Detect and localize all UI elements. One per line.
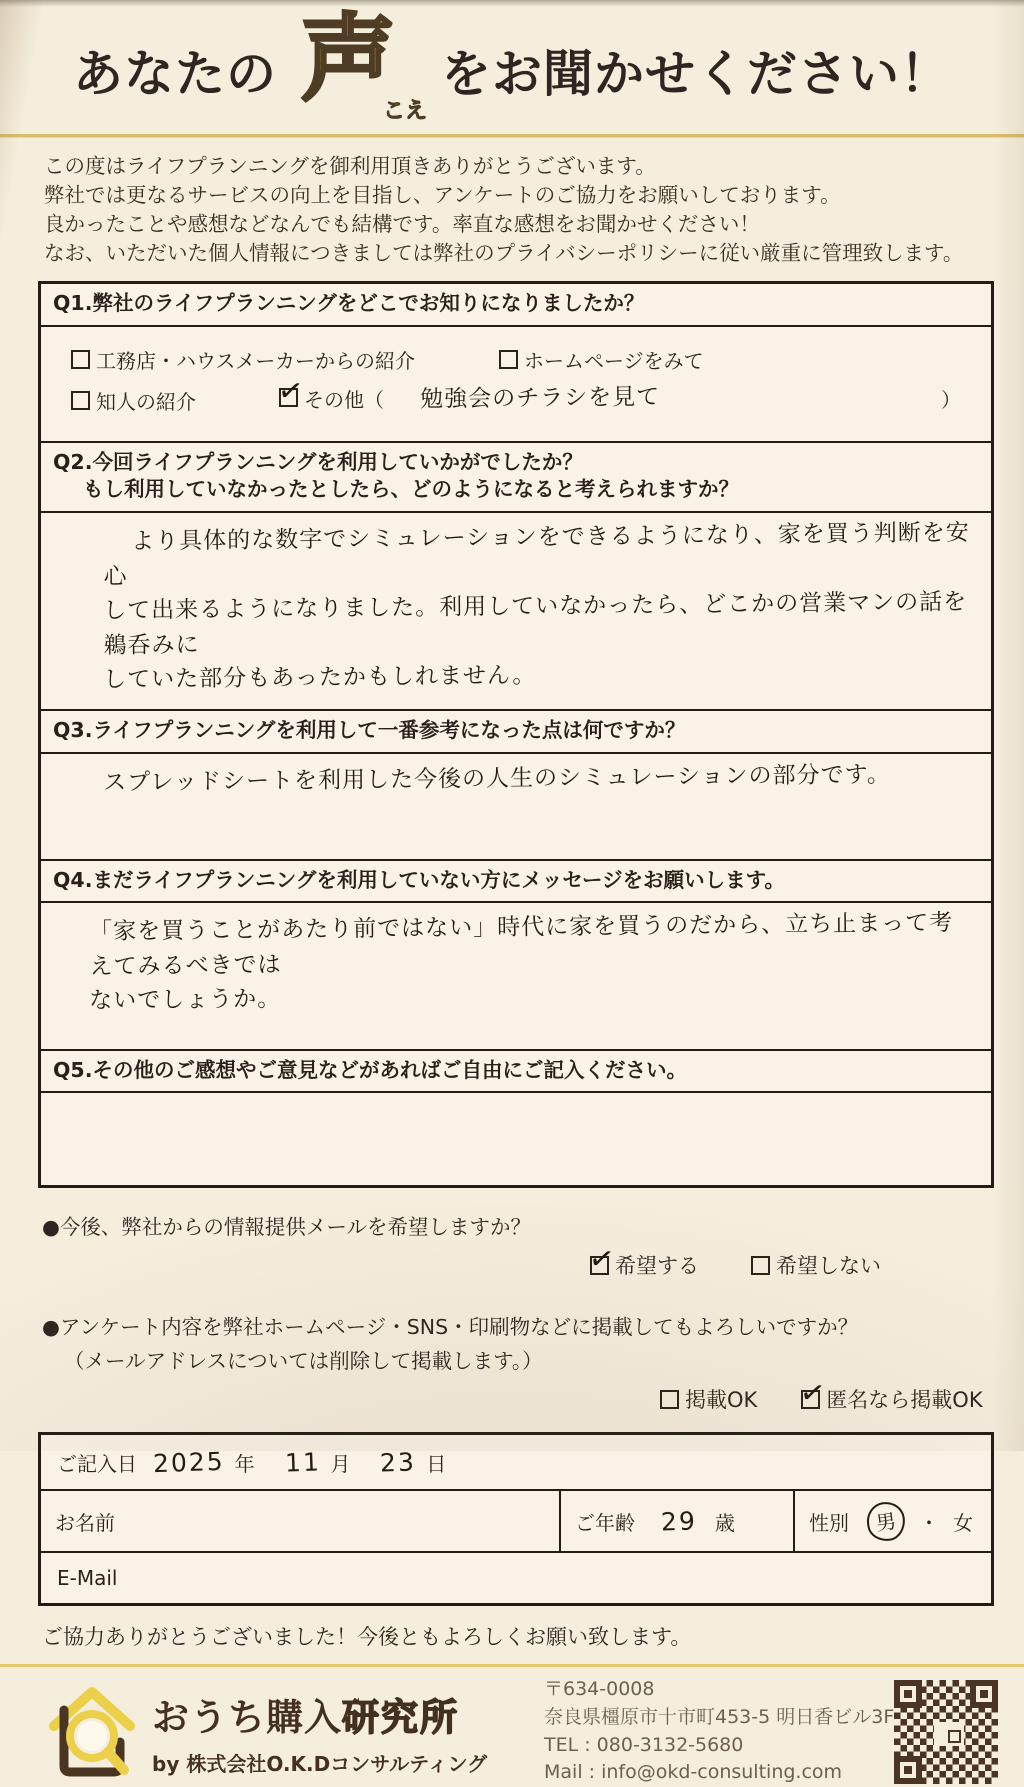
- postal-code: 〒634-0008: [544, 1678, 655, 1701]
- gender-male-option[interactable]: [864, 1500, 907, 1544]
- q1-answer-area: [41, 325, 991, 441]
- date-label: ご記入日: [57, 1451, 137, 1476]
- name-label: お名前: [55, 1510, 115, 1535]
- q2-answer-area[interactable]: [41, 511, 991, 710]
- date-month-value: 11: [284, 1447, 321, 1478]
- respondent-info-table: [38, 1432, 994, 1606]
- year-unit: 年: [234, 1451, 255, 1476]
- footer-divider: [0, 1664, 1024, 1667]
- mail-pref-option-no[interactable]: [751, 1250, 881, 1280]
- street-address: 奈良県橿原市十市町453-5 明日香ビル3F: [544, 1706, 895, 1729]
- checkbox-homepage[interactable]: [499, 350, 518, 369]
- publish-pref-option-ok[interactable]: [660, 1384, 757, 1414]
- brand-name-main: おうち購入: [152, 1695, 342, 1739]
- age-value: 29: [660, 1506, 698, 1537]
- publish-pref-anonymous-label: 匿名なら掲載OK: [826, 1388, 983, 1413]
- q2-title: [41, 441, 991, 511]
- house-magnifier-logo-icon: [40, 1680, 144, 1784]
- age-field[interactable]: [559, 1491, 793, 1551]
- gender-separator: ・: [919, 1510, 939, 1535]
- date-row[interactable]: [41, 1435, 991, 1489]
- q2-handwritten-line: して出来るようになりました。利用していなかったら、どこかの営業マンの話を鵜呑みに: [103, 588, 968, 659]
- qr-center-patch: [934, 1722, 964, 1746]
- gender-field[interactable]: [793, 1491, 991, 1551]
- age-label: ご年齢: [575, 1510, 635, 1535]
- q1-option-homepage-label: ホームページをみて: [524, 349, 704, 374]
- email-address: Mail : info@okd-consulting.com: [544, 1761, 843, 1784]
- q4-handwritten-line: ないでしょうか。: [89, 986, 282, 1015]
- intro-line: 良かったことや感想などなんでも結構です。率直な感想をお聞かせください！: [44, 212, 760, 237]
- gender-male-label: 男: [874, 1508, 898, 1536]
- header-title-prefix: あなたの: [72, 45, 277, 103]
- mail-pref-no-label: 希望しない: [776, 1254, 881, 1279]
- intro-line: なお、いただいた個人情報につきましては弊社のプライバシーポリシーに従い厳重に管理致します。: [44, 241, 964, 266]
- survey-table: [38, 281, 994, 1188]
- preferences-section: [42, 1210, 984, 1414]
- q1-other-handwritten-answer[interactable]: 勉強会のチラシを見て: [420, 384, 661, 413]
- day-unit: 日: [426, 1451, 447, 1476]
- q1-close-paren: ）: [941, 388, 961, 413]
- publish-pref-option-anonymous[interactable]: [797, 1374, 983, 1414]
- brand-name: [152, 1687, 487, 1741]
- brand-text: [152, 1687, 487, 1777]
- intro-paragraph: [44, 152, 990, 268]
- checkbox-publish-ok[interactable]: [660, 1390, 679, 1409]
- name-field[interactable]: [41, 1491, 559, 1551]
- check-mark-icon: ✓: [797, 1374, 829, 1413]
- q2-title-line1: Q2.今回ライフプランニングを利用していかがでしたか？: [53, 449, 583, 474]
- publish-pref-ok-label: 掲載OK: [685, 1388, 758, 1413]
- checkbox-mail-yes[interactable]: [586, 1240, 617, 1279]
- publish-pref-note: （メールアドレスについては削除して掲載します。）: [64, 1349, 543, 1374]
- voice-furigana: こえ: [382, 99, 427, 124]
- checkbox-contractor[interactable]: [71, 350, 90, 369]
- company-address-block: [532, 1676, 894, 1786]
- mail-pref-yes-label: 希望する: [615, 1254, 699, 1279]
- header-divider: [0, 134, 1024, 137]
- q2-handwritten-line: より具体的な数字でシミュレーションをできるようになり、家を買う判断を安心: [103, 519, 970, 590]
- checkbox-publish-anonymous[interactable]: [797, 1374, 829, 1413]
- mail-pref-option-yes[interactable]: [586, 1240, 699, 1280]
- q1-option-contractor-label: 工務店・ハウスメーカーからの紹介: [96, 349, 415, 374]
- checkbox-acquaintance[interactable]: [71, 391, 90, 410]
- voice-kanji: 声: [300, 5, 395, 114]
- q2-title-line2: もし利用していなかったとしたら、どのようになると考えられますか？: [83, 477, 739, 502]
- check-mark-icon: ✓: [275, 372, 306, 412]
- q1-option-acquaintance[interactable]: [71, 386, 279, 415]
- gender-label: 性別: [809, 1510, 849, 1535]
- qr-code: [894, 1680, 998, 1784]
- date-year-value: 2025: [152, 1446, 226, 1479]
- q2-handwritten-line: していた部分もあったかもしれません。: [103, 662, 537, 693]
- q1-option-homepage[interactable]: [499, 345, 704, 374]
- email-field[interactable]: [41, 1551, 991, 1603]
- brand-name-accent: 研究所: [342, 1695, 459, 1739]
- q4-handwritten-line: 「家を買うことがあたり前ではない」時代に家を買うのだから、立ち止まって考えてみるべきでは: [89, 910, 954, 980]
- qr-finder-pattern: [894, 1756, 922, 1784]
- q1-title: Q1.弊社のライフプランニングをどこでお知りになりましたか？: [53, 291, 645, 316]
- closing-message: ご協力ありがとうございました！今後ともよろしくお願い致します。: [42, 1625, 692, 1650]
- q1-option-other[interactable]: [275, 372, 961, 418]
- q3-handwritten-answer: スプレッドシートを利用した今後の人生のシミュレーションの部分です。: [103, 761, 891, 797]
- q5-title: Q5.その他のご感想やご意見などがあればご自由にご記入ください。: [41, 1049, 991, 1092]
- brand-logo-block: [40, 1680, 532, 1784]
- age-unit: 歳: [714, 1510, 735, 1535]
- gender-female-option[interactable]: 女: [953, 1510, 973, 1535]
- email-label: E-Mail: [57, 1566, 118, 1591]
- brand-company: by 株式会社O.K.Dコンサルティング: [152, 1751, 488, 1776]
- intro-line: この度はライフプランニングを御利用頂きありがとうございます。: [44, 154, 656, 178]
- checkbox-other[interactable]: [275, 372, 306, 412]
- header-title-suffix: をお聞かせください！: [441, 45, 951, 103]
- mail-pref-question: ●今後、弊社からの情報提供メールを希望しますか？: [42, 1215, 531, 1240]
- phone-number: TEL : 080-3132-5680: [544, 1733, 744, 1756]
- page-header: [0, 0, 1024, 134]
- publish-pref-question: ●アンケート内容を弊社ホームページ・SNS・印刷物などに掲載してもよろしいですか？: [42, 1315, 859, 1340]
- intro-line: 弊社では更なるサービスの向上を目指し、アンケートのご協力をお願いしております。: [44, 183, 841, 208]
- qr-finder-pattern: [894, 1680, 922, 1708]
- q3-title: Q3.ライフプランニングを利用して一番参考になった点は何ですか？: [41, 709, 991, 752]
- q4-title: Q4.まだライフプランニングを利用していない方にメッセージをお願いします。: [41, 859, 991, 902]
- q1-option-acquaintance-label: 知人の紹介: [96, 389, 196, 414]
- date-day-value: 23: [379, 1447, 417, 1478]
- q3-answer-area[interactable]: [41, 752, 991, 859]
- check-mark-icon: ✓: [586, 1240, 617, 1279]
- q5-answer-area[interactable]: [41, 1091, 991, 1185]
- q1-option-other-label: その他（: [304, 388, 384, 413]
- page-footer: [40, 1676, 998, 1786]
- header-voice-logo: [297, 5, 427, 127]
- qr-finder-pattern: [970, 1680, 998, 1708]
- checkbox-mail-no[interactable]: [751, 1256, 770, 1275]
- q4-answer-area[interactable]: [41, 901, 991, 1049]
- q1-option-contractor[interactable]: [71, 345, 499, 374]
- month-unit: 月: [330, 1451, 351, 1476]
